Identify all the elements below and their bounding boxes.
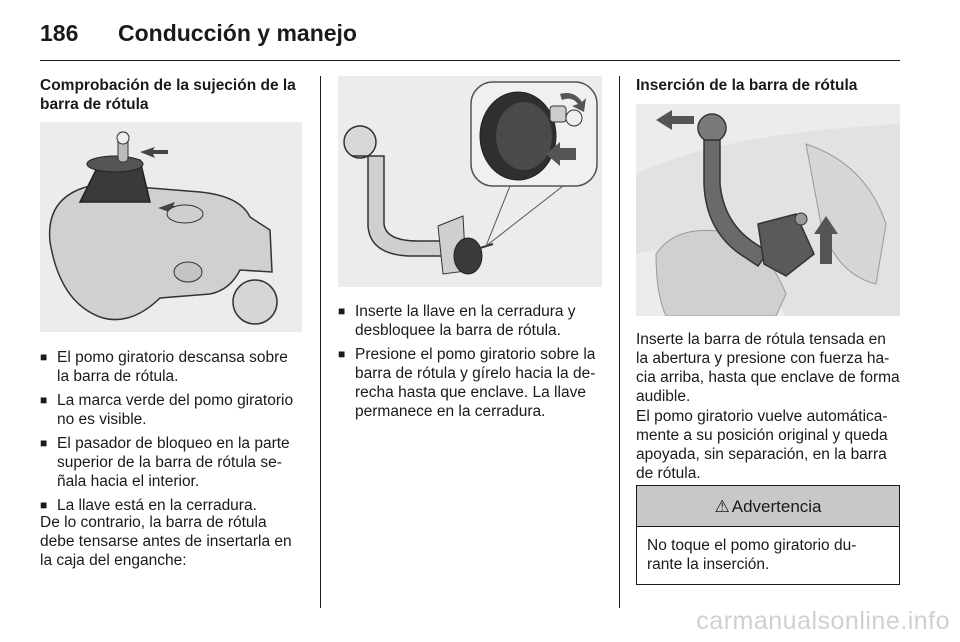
list-item: ■ La marca verde del pomo giratorio no es visible.	[40, 391, 302, 429]
towbar-knob-illustration	[40, 122, 302, 332]
check-paragraph: De lo contrario, la barra de rótula debe tensarse antes de insertarla en la caja del enganche:	[40, 514, 292, 569]
insert-paragraph-1: Inserte la barra de rótula tensada en la abertura y presione con fuerza ha-cia arriba, hasta que enclave de forma audible.	[636, 331, 900, 405]
figure-towbar-insert	[636, 104, 900, 316]
list-item: ■ El pomo giratorio descansa sobre la barra de rótula.	[40, 348, 302, 386]
chapter-title: Conducción y manejo	[118, 20, 357, 46]
unlock-bullet-list	[338, 302, 602, 426]
section-title-check: Comprobación de la sujeción de la barra de rótula	[40, 77, 296, 113]
column-1	[40, 76, 302, 569]
warning-box	[636, 485, 900, 585]
list-item: ■ El pasador de bloqueo en la parte superior de la barra de rótula se-ñala hacia el interior.	[40, 434, 302, 491]
figure-towbar-knob	[40, 122, 302, 332]
warning-title: Advertencia	[731, 496, 822, 516]
page-number: 186	[40, 20, 79, 46]
list-item: ■ Inserte la llave en la cerradura y desbloquee la barra de rótula.	[338, 302, 602, 340]
warning-header	[637, 486, 899, 527]
insert-paragraph-2: El pomo giratorio vuelve automática-mente a su posición original y queda apoyada, sin separación, en la barra de rótula.	[636, 408, 888, 482]
page-header	[40, 18, 900, 61]
list-item: ■ Presione el pomo giratorio sobre la barra de rótula y gírelo hacia la de-recha hasta que enclave. La llave permanece en la cerradura.	[338, 345, 602, 421]
column-divider-1	[320, 76, 321, 608]
list-item: ■ La llave está en la cerradura.	[40, 496, 302, 515]
watermark: carmanualsonline.info	[696, 607, 950, 635]
towbar-key-illustration	[338, 76, 602, 287]
warning-text: No toque el pomo giratorio du-rante la inserción.	[647, 537, 857, 573]
column-divider-2	[619, 76, 620, 608]
towbar-insert-illustration	[636, 104, 900, 316]
column-3	[636, 76, 900, 573]
warning-icon: ⚠	[714, 496, 730, 516]
section-title-insert: Inserción de la barra de rótula	[636, 77, 858, 94]
figure-towbar-key	[338, 76, 602, 287]
check-bullet-list	[40, 348, 302, 520]
